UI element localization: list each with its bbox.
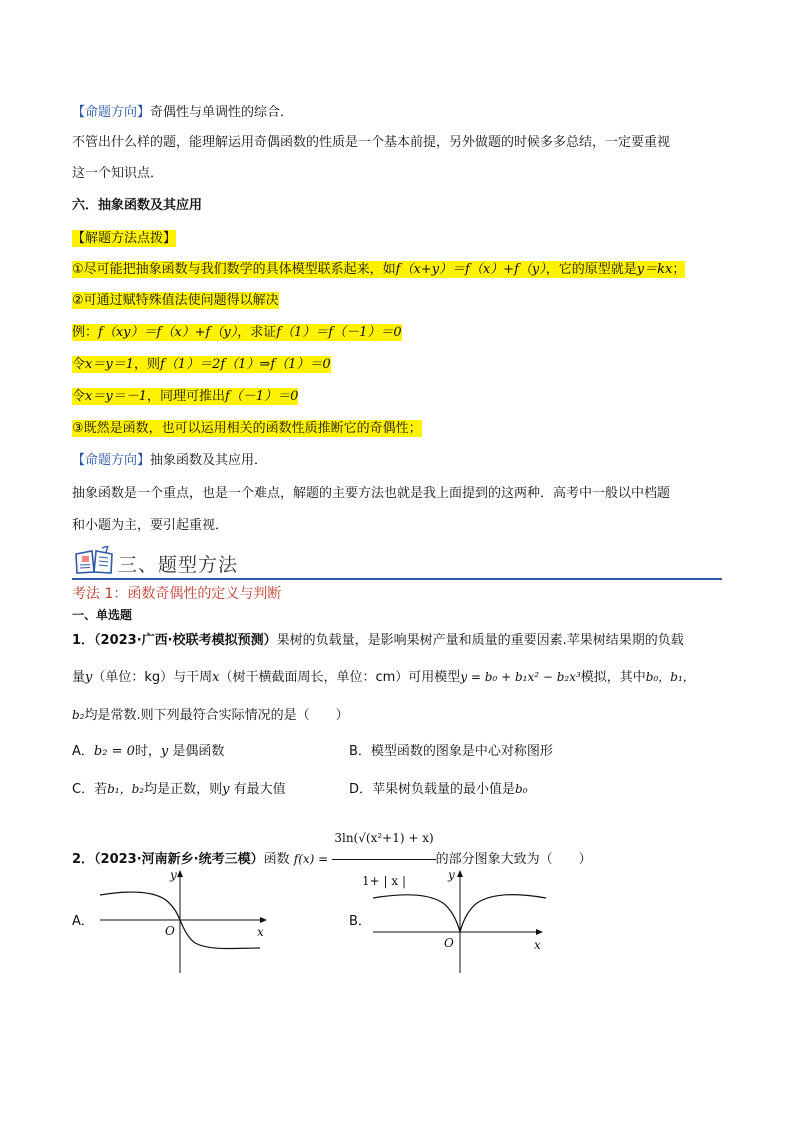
q1-text-1: 果树的负载量，是影响果树产量和质量的重要因素.苹果树结果期的负载 bbox=[276, 633, 684, 648]
axis-y-label: y bbox=[448, 868, 455, 882]
hl3-claim: f（1）＝f（－1）＝0 bbox=[276, 325, 402, 340]
q1-text-2a: 量 bbox=[72, 670, 86, 685]
origin-label: O bbox=[165, 924, 175, 938]
q1-option-c-text3: 有最大值 bbox=[229, 782, 286, 797]
q1-var-y: y bbox=[85, 670, 93, 685]
q1-option-c-var: y bbox=[222, 782, 230, 797]
q1-option-d-math: b₀ bbox=[515, 782, 528, 796]
axis-x-label: x bbox=[534, 938, 541, 952]
summary-line-2: 这一个知识点． bbox=[72, 166, 164, 181]
q1-coefficients: b₀，b₁， bbox=[645, 670, 695, 684]
q1-number: 1． bbox=[72, 633, 95, 648]
axis-x-label: x bbox=[257, 925, 264, 939]
q1-option-c-text1: 若 bbox=[94, 782, 108, 797]
q2-graph-a[interactable] bbox=[95, 863, 275, 978]
proposition-tag: 【命题方向】 bbox=[72, 105, 151, 120]
highlight-line-6 bbox=[72, 420, 422, 438]
q2-option-b-label[interactable]: B． bbox=[349, 914, 371, 929]
q1-line-3 bbox=[72, 706, 349, 725]
hl1-model: y＝kx bbox=[636, 262, 673, 277]
hl5-text-a: 令 bbox=[72, 389, 86, 404]
q1-option-b-label: B． bbox=[349, 744, 371, 759]
q1-option-a[interactable] bbox=[72, 743, 224, 761]
hl1-end: ； bbox=[672, 262, 686, 277]
q1-option-c-text2: 均是正数，则 bbox=[144, 782, 223, 797]
proposition-direction-2 bbox=[72, 452, 267, 470]
kaofa-heading: 考法 1：函数奇偶性的定义与判断 bbox=[72, 586, 282, 602]
highlight-line-3 bbox=[72, 324, 402, 342]
q1-source: （2023·广西·校联考模拟预测） bbox=[94, 633, 277, 648]
proposition-tag-2: 【命题方向】 bbox=[72, 453, 151, 468]
open-book-icon bbox=[74, 546, 114, 576]
heading-abstract-functions: 六．抽象函数及其应用 bbox=[72, 198, 203, 213]
q1-option-d-label: D． bbox=[349, 782, 373, 797]
q1-text-2d: 模拟，其中 bbox=[580, 670, 646, 685]
x-axis-arrow bbox=[260, 917, 267, 923]
q1-text-3: 均是常数.则下列最符合实际情况的是（ ） bbox=[84, 708, 349, 723]
q1-option-b-text: 模型函数的图象是中心对称图形 bbox=[370, 744, 553, 759]
q1-option-d-text: 苹果树负载量的最小值是 bbox=[372, 782, 516, 797]
q2-text-a: 函数 bbox=[263, 852, 290, 867]
section-title: 三、题型方法 bbox=[118, 554, 239, 576]
highlight-line-4 bbox=[72, 356, 331, 374]
q1-option-a-text1: 时， bbox=[134, 744, 161, 759]
y-axis-arrow bbox=[457, 870, 463, 877]
q2-lhs: f(x) = bbox=[293, 852, 329, 866]
hl1-text-b: ，它的原型就是 bbox=[545, 262, 637, 277]
method-tip-tag bbox=[72, 230, 176, 248]
q2-option-a-label[interactable]: A． bbox=[72, 914, 94, 929]
q1-option-c[interactable] bbox=[72, 780, 286, 799]
q1-line-1 bbox=[72, 632, 684, 650]
q1-option-a-math: b₂ = 0 bbox=[93, 744, 135, 759]
q1-line-2 bbox=[72, 668, 695, 687]
highlight-line-5 bbox=[72, 388, 298, 406]
axis-y-label: y bbox=[170, 868, 177, 882]
q1-option-a-label: A． bbox=[72, 744, 94, 759]
q2-number: 2． bbox=[72, 852, 95, 867]
hl2-text: ②可通过赋特殊值法使问题得以解决 bbox=[72, 293, 279, 308]
hl5-result: f（－1）＝0 bbox=[224, 389, 299, 404]
hl1-formula: f（x+y）＝f（x）+f（y） bbox=[395, 262, 546, 277]
highlight-line-2 bbox=[72, 292, 279, 310]
section-divider bbox=[72, 578, 722, 580]
abstract-note-line-2: 和小题为主，要引起重视． bbox=[72, 518, 229, 533]
q1-text-2c: （树干横截面周长，单位：cm）可用模型 bbox=[219, 670, 461, 685]
part-heading: 一、单选题 bbox=[72, 608, 133, 622]
q2-source: （2023·河南新乡·统考三模） bbox=[94, 852, 264, 867]
q1-option-c-math: b₁，b₂ bbox=[107, 782, 145, 796]
q1-option-c-label: C． bbox=[72, 782, 95, 797]
y-axis-arrow bbox=[177, 870, 183, 877]
highlight-line-1 bbox=[72, 261, 685, 279]
q1-option-a-var: y bbox=[160, 744, 169, 759]
hl3-formula: f（xy）＝f（x）+f（y） bbox=[98, 325, 238, 340]
hl6-text: ③既然是函数，也可以运用相关的函数性质推断它的奇偶性； bbox=[72, 421, 422, 436]
q2-denominator: 1+ | x | bbox=[362, 874, 406, 888]
q2-graph-b[interactable] bbox=[368, 863, 548, 978]
q1-var-x: x bbox=[212, 670, 220, 685]
abstract-note-line-1: 抽象函数是一个重点，也是一个难点，解题的主要方法也就是我上面提到的这两种．高考中一般以中档题 bbox=[72, 486, 671, 501]
q2-numerator: 3ln(√(x²+1) + x) bbox=[332, 818, 435, 860]
proposition-text: 奇偶性与单调性的综合． bbox=[150, 105, 294, 120]
q1-option-a-text2: 是偶函数 bbox=[168, 744, 225, 759]
method-tip-label: 【解题方法点拨】 bbox=[72, 231, 177, 246]
hl3-text-b: ，求证 bbox=[237, 325, 277, 340]
hl4-text-b: ，则 bbox=[133, 357, 160, 372]
q1-b2: b₂ bbox=[72, 708, 85, 722]
q1-text-2b: （单位：kg）与干周 bbox=[92, 670, 213, 685]
origin-label: O bbox=[444, 936, 454, 950]
proposition-direction-1 bbox=[72, 104, 293, 122]
hl4-var: x＝y＝1 bbox=[85, 357, 134, 372]
hl1-text-a: ①尽可能把抽象函数与我们数学的具体模型联系起来，如 bbox=[72, 262, 396, 277]
q1-option-b[interactable] bbox=[349, 743, 553, 761]
summary-line-1: 不管出什么样的题，能理解运用奇偶函数的性质是一个基本前提，另外做题的时候多多总结，一定要重视 bbox=[72, 135, 671, 150]
q2-text-b: 的部分图象大致为（ ） bbox=[435, 852, 592, 867]
q1-model: y = b₀ + b₁x² − b₂x³ bbox=[460, 670, 581, 684]
x-axis-arrow bbox=[536, 929, 543, 935]
hl3-text-a: 例： bbox=[72, 325, 99, 340]
hl4-text-a: 令 bbox=[72, 357, 86, 372]
proposition-text-2: 抽象函数及其应用． bbox=[150, 453, 268, 468]
hl4-result: f（1）＝2f（1）⇒f（1）＝0 bbox=[159, 357, 331, 372]
hl5-var: x＝y＝－1 bbox=[85, 389, 147, 404]
q1-option-d[interactable] bbox=[349, 780, 528, 799]
hl5-text-b: ，同理可推出 bbox=[146, 389, 225, 404]
